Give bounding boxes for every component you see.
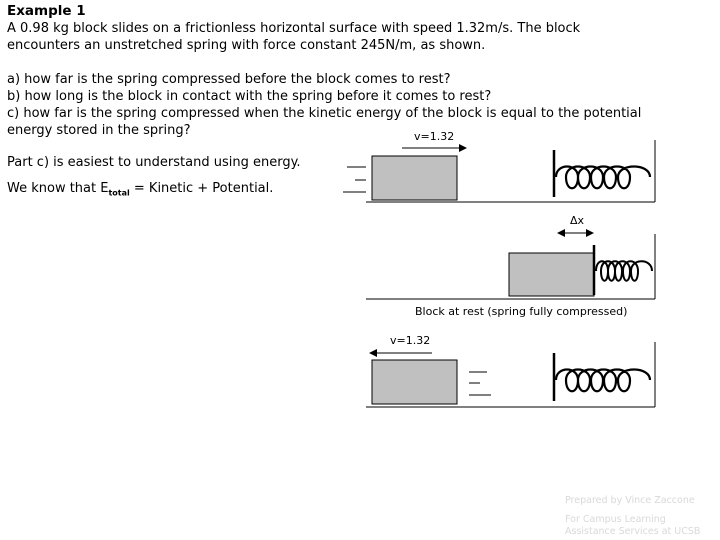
question-b: b) how long is the block in contact with the spring before it comes to rest?: [7, 89, 492, 104]
credit-line-1: Prepared by Vince Zaccone: [565, 495, 695, 506]
scene-compressed: [366, 233, 655, 299]
problem-line-1: A 0.98 kg block slides on a frictionless horizontal surface with speed 1.32m/s. The block: [7, 21, 581, 36]
scene-rebounding: [366, 342, 655, 407]
solution-energy-suffix: = Kinetic + Potential.: [129, 181, 274, 196]
block: [372, 360, 457, 404]
solution-energy-subscript: total: [108, 188, 130, 198]
question-a: a) how far is the spring compressed before the block comes to rest?: [7, 72, 451, 87]
scene-approaching: [343, 140, 655, 202]
block: [372, 156, 457, 200]
problem-line-2: encounters an unstretched spring with force constant 245N/m, as shown.: [7, 38, 486, 53]
solution-line-1: Part c) is easiest to understand using energy.: [7, 155, 301, 170]
spring-coil: [556, 370, 650, 392]
spring-coil-compressed: [596, 261, 652, 281]
credit-line-2: For Campus Learning: [565, 514, 666, 525]
question-c-line-2: energy stored in the spring?: [7, 123, 191, 138]
rest-caption: Block at rest (spring fully compressed): [415, 305, 628, 318]
example-title: Example 1: [7, 3, 86, 19]
delta-x-label: Δx: [570, 214, 585, 227]
solution-energy-prefix: We know that E: [7, 181, 109, 196]
block: [509, 253, 594, 296]
credit-line-3: Assistance Services at UCSB: [565, 526, 701, 537]
question-c-line-1: c) how far is the spring compressed when the kinetic energy of the block is equal to the potential: [7, 106, 642, 121]
spring-coil: [556, 167, 650, 189]
velocity-label-bottom: v=1.32: [390, 334, 431, 347]
velocity-label-top: v=1.32: [414, 130, 455, 143]
